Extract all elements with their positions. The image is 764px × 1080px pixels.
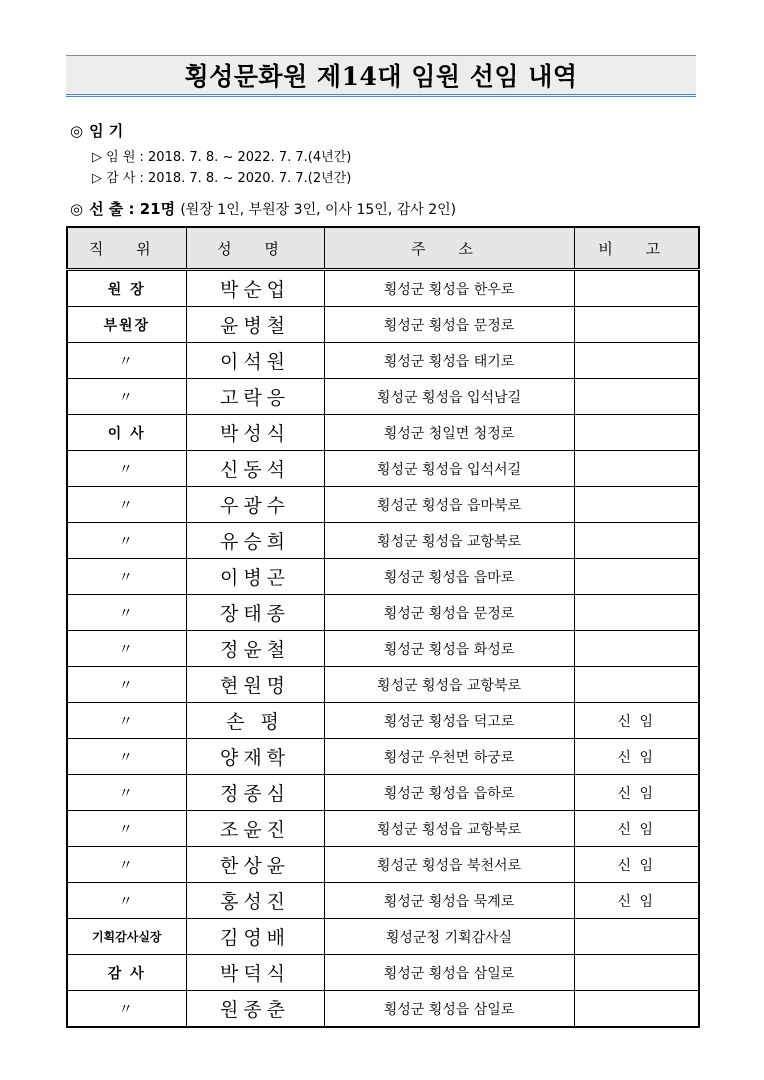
name-cell: 양재학 bbox=[186, 739, 324, 775]
name-cell: 조윤진 bbox=[186, 811, 324, 847]
address-cell: 횡성군 횡성읍 문정로 bbox=[324, 595, 574, 631]
header-address: 주 소 bbox=[324, 227, 574, 270]
table-row bbox=[67, 991, 699, 1028]
header-note: 비 고 bbox=[574, 227, 699, 270]
note-cell bbox=[574, 451, 699, 487]
position-cell: 〃 bbox=[67, 739, 186, 775]
table-row bbox=[67, 703, 699, 739]
table-row bbox=[67, 595, 699, 631]
table-row bbox=[67, 415, 699, 451]
position-cell: 〃 bbox=[67, 847, 186, 883]
table-row bbox=[67, 811, 699, 847]
position-cell: 〃 bbox=[67, 523, 186, 559]
note-cell bbox=[574, 343, 699, 379]
term-line-officers: ▷ 임 원 : 2018. 7. 8. ~ 2022. 7. 7.(4년간) bbox=[92, 150, 352, 165]
address-cell: 횡성군 횡성읍 교항북로 bbox=[324, 811, 574, 847]
note-cell bbox=[574, 523, 699, 559]
name-cell: 우광수 bbox=[186, 487, 324, 523]
table-row bbox=[67, 775, 699, 811]
name-cell: 한상윤 bbox=[186, 847, 324, 883]
name-cell: 유승희 bbox=[186, 523, 324, 559]
term-line-auditors: ▷ 감 사 : 2018. 7. 8. ~ 2020. 7. 7.(2년간) bbox=[92, 171, 352, 186]
header-position: 직 위 bbox=[67, 227, 186, 270]
address-cell: 횡성군 횡성읍 입석서길 bbox=[324, 451, 574, 487]
name-cell: 박순업 bbox=[186, 270, 324, 307]
note-cell bbox=[574, 991, 699, 1028]
name-cell: 신동석 bbox=[186, 451, 324, 487]
title-banner bbox=[66, 55, 696, 97]
table-row bbox=[67, 307, 699, 343]
name-cell: 원종춘 bbox=[186, 991, 324, 1028]
table-row bbox=[67, 270, 699, 307]
address-cell: 횡성군 횡성읍 입석남길 bbox=[324, 379, 574, 415]
name-cell: 고락응 bbox=[186, 379, 324, 415]
note-cell: 신 임 bbox=[574, 775, 699, 811]
term-heading-text: 임 기 bbox=[89, 122, 124, 140]
table-row bbox=[67, 487, 699, 523]
address-cell: 횡성군 횡성읍 삼일로 bbox=[324, 955, 574, 991]
address-cell: 횡성군 횡성읍 교항북로 bbox=[324, 667, 574, 703]
name-cell: 박성식 bbox=[186, 415, 324, 451]
address-cell: 횡성군 청일면 청정로 bbox=[324, 415, 574, 451]
address-cell: 횡성군 우천면 하궁로 bbox=[324, 739, 574, 775]
address-cell: 횡성군 횡성읍 묵계로 bbox=[324, 883, 574, 919]
name-cell: 장태종 bbox=[186, 595, 324, 631]
position-cell: 이 사 bbox=[67, 415, 186, 451]
note-cell bbox=[574, 270, 699, 307]
position-cell: 〃 bbox=[67, 451, 186, 487]
term-heading bbox=[70, 120, 123, 141]
selection-detail: (원장 1인, 부원장 3인, 이사 15인, 감사 2인) bbox=[180, 202, 457, 218]
note-cell: 신 임 bbox=[574, 847, 699, 883]
note-cell: 신 임 bbox=[574, 811, 699, 847]
table-row bbox=[67, 955, 699, 991]
position-cell: 부원장 bbox=[67, 307, 186, 343]
table-row bbox=[67, 883, 699, 919]
table-row bbox=[67, 739, 699, 775]
position-cell: 〃 bbox=[67, 667, 186, 703]
officers-table bbox=[66, 226, 700, 1028]
table-row bbox=[67, 523, 699, 559]
table-row bbox=[67, 451, 699, 487]
address-cell: 횡성군 횡성읍 읍마로 bbox=[324, 559, 574, 595]
double-circle-icon: ◎ bbox=[70, 200, 84, 218]
table-row bbox=[67, 631, 699, 667]
position-cell: 〃 bbox=[67, 631, 186, 667]
name-cell: 이병곤 bbox=[186, 559, 324, 595]
double-circle-icon: ◎ bbox=[70, 122, 84, 140]
address-cell: 횡성군 횡성읍 교항북로 bbox=[324, 523, 574, 559]
name-cell: 손 평 bbox=[186, 703, 324, 739]
table-row bbox=[67, 343, 699, 379]
position-cell: 〃 bbox=[67, 775, 186, 811]
name-cell: 이석원 bbox=[186, 343, 324, 379]
table-row bbox=[67, 379, 699, 415]
note-cell bbox=[574, 595, 699, 631]
address-cell: 횡성군 횡성읍 덕고로 bbox=[324, 703, 574, 739]
note-cell bbox=[574, 919, 699, 955]
note-cell bbox=[574, 415, 699, 451]
note-cell: 신 임 bbox=[574, 703, 699, 739]
table-row bbox=[67, 919, 699, 955]
note-cell bbox=[574, 955, 699, 991]
selection-heading-text: 선 출 : 21명 bbox=[89, 200, 176, 218]
note-cell bbox=[574, 379, 699, 415]
position-cell: 〃 bbox=[67, 811, 186, 847]
table-row bbox=[67, 667, 699, 703]
note-cell bbox=[574, 667, 699, 703]
table-row bbox=[67, 847, 699, 883]
name-cell: 홍성진 bbox=[186, 883, 324, 919]
position-cell: 원 장 bbox=[67, 270, 186, 307]
position-cell: 〃 bbox=[67, 487, 186, 523]
name-cell: 현원명 bbox=[186, 667, 324, 703]
position-cell: 〃 bbox=[67, 595, 186, 631]
address-cell: 횡성군 횡성읍 화성로 bbox=[324, 631, 574, 667]
name-cell: 정윤철 bbox=[186, 631, 324, 667]
note-cell: 신 임 bbox=[574, 883, 699, 919]
header-name: 성 명 bbox=[186, 227, 324, 270]
position-cell: 〃 bbox=[67, 343, 186, 379]
note-cell: 신 임 bbox=[574, 739, 699, 775]
address-cell: 횡성군 횡성읍 읍마북로 bbox=[324, 487, 574, 523]
note-cell bbox=[574, 307, 699, 343]
position-cell: 〃 bbox=[67, 703, 186, 739]
address-cell: 횡성군 횡성읍 태기로 bbox=[324, 343, 574, 379]
note-cell bbox=[574, 631, 699, 667]
position-cell: 〃 bbox=[67, 379, 186, 415]
position-cell: 〃 bbox=[67, 559, 186, 595]
address-cell: 횡성군청 기획감사실 bbox=[324, 919, 574, 955]
address-cell: 횡성군 횡성읍 한우로 bbox=[324, 270, 574, 307]
selection-heading bbox=[70, 198, 456, 219]
address-cell: 횡성군 횡성읍 북천서로 bbox=[324, 847, 574, 883]
name-cell: 김영배 bbox=[186, 919, 324, 955]
position-cell: 기획감사실장 bbox=[67, 919, 186, 955]
note-cell bbox=[574, 487, 699, 523]
position-cell: 〃 bbox=[67, 883, 186, 919]
note-cell bbox=[574, 559, 699, 595]
name-cell: 박덕식 bbox=[186, 955, 324, 991]
table-row bbox=[67, 559, 699, 595]
address-cell: 횡성군 횡성읍 문정로 bbox=[324, 307, 574, 343]
address-cell: 횡성군 횡성읍 삼일로 bbox=[324, 991, 574, 1028]
address-cell: 횡성군 횡성읍 읍하로 bbox=[324, 775, 574, 811]
name-cell: 윤병철 bbox=[186, 307, 324, 343]
position-cell: 감 사 bbox=[67, 955, 186, 991]
table-header-row bbox=[67, 227, 699, 270]
position-cell: 〃 bbox=[67, 991, 186, 1028]
name-cell: 정종심 bbox=[186, 775, 324, 811]
page-title: 횡성문화원 제14대 임원 선임 내역 bbox=[184, 62, 578, 91]
